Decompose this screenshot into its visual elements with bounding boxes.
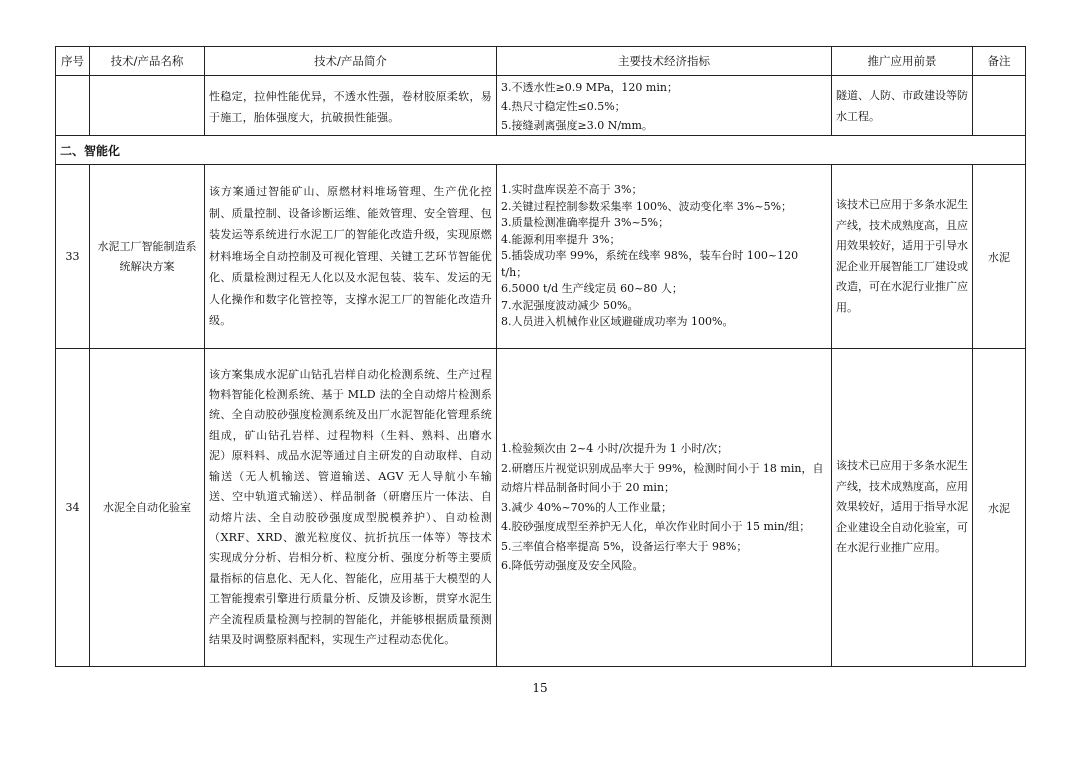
table-row [56,349,1026,667]
product-intro: 该方案通过智能矿山、原燃材料堆场管理、生产优化控制、质量控制、设备诊断运维、能效管理、安全管理、包装发运等系统进行水泥工厂的智能化改造升级，实现原燃材料堆场全自动控制及可视化管理、关键工艺环节智能优化、质量检测过程无人化以及水泥包装、装车、发运的无人化操作和数字化管控等，支撑水泥工厂的智能化改造升级。 [205,165,497,349]
section-title: 二、智能化 [56,136,1026,165]
header-intro: 技术/产品简介 [205,47,497,76]
indicator-item: 1.实时盘库误差不高于 3%； [501,183,643,197]
row-number: 33 [56,165,90,349]
header-prospects: 推广应用前景 [832,47,973,76]
indicator-item: 4.能源利用率提升 3%； [501,232,621,246]
indicator-item: 3.不透水性≥0.9 MPa，120 min； [501,81,678,94]
product-indicators [497,165,832,349]
indicator-item: 3.减少 40%~70%的人工作业量； [501,500,673,514]
table-row [56,165,1026,349]
indicator-item: 4.热尺寸稳定性≤0.5%； [501,100,626,113]
product-prospects: 该技术已应用于多条水泥生产线，技术成熟度高，应用效果较好，适用于指导水泥企业建设全自动化验室，可在水泥行业推广应用。 [832,349,973,667]
indicator-item: 2.研磨压片视觉识别成品率大于 99%，检测时间小于 18 min，自动熔片样品制备时间小于 20 min； [501,461,824,495]
cell-prospects: 隧道、人防、市政建设等防水工程。 [832,76,973,136]
indicator-item: 7.水泥强度波动减少 50%。 [501,298,639,312]
indicator-item: 5.三率值合格率提高 5%，设备运行率大于 98%； [501,539,748,553]
indicator-item: 4.胶砂强度成型至养护无人化，单次作业时间小于 15 min/组； [501,520,811,534]
indicator-item: 8.人员进入机械作业区域避碰成功率为 100%。 [501,315,734,329]
product-remark: 水泥 [973,165,1026,349]
indicator-item: 3.质量检测准确率提升 3%~5%； [501,216,670,230]
product-prospects: 该技术已应用于多条水泥生产线，技术成熟度高，且应用效果较好，适用于引导水泥企业开展智能工厂建设或改造，可在水泥行业推广应用。 [832,165,973,349]
indicator-item: 6.降低劳动强度及安全风险。 [501,559,644,573]
cell-indicators [497,76,832,136]
cell-remark-empty [973,76,1026,136]
product-name: 水泥全自动化验室 [90,349,205,667]
technology-table [55,46,1026,667]
product-indicators [497,349,832,667]
indicator-item: 5.接缝剥离强度≥3.0 N/mm。 [501,119,653,132]
product-remark: 水泥 [973,349,1026,667]
header-remark: 备注 [973,47,1026,76]
indicator-item: 6.5000 t/d 生产线定员 60~80 人； [501,282,683,296]
section-row [56,136,1026,165]
table-header-row [56,47,1026,76]
cell-no-empty [56,76,90,136]
header-indicators: 主要技术经济指标 [497,47,832,76]
cell-intro: 性稳定，拉伸性能优异，不透水性强，卷材胶原柔软，易于施工，胎体强度大，抗破损性能强。 [205,76,497,136]
indicator-item: 2.关键过程控制参数采集率 100%、波动变化率 3%~5%； [501,199,793,213]
product-intro: 该方案集成水泥矿山钻孔岩样自动化检测系统、生产过程物料智能化检测系统、基于 MLD 法的全自动熔片检测系统、全自动胶砂强度检测系统及出厂水泥智能化管理系统组成，矿山钻孔岩样、过程物料（生料、熟料、出磨水泥）原料料、成品水泥等通过自主研发的自动取样、自动输送（无人机输送、管道输送、AGV 无人导航小车输送、空中轨道式输送）、样品制备（研磨压片一体法、自动熔片法、全自动胶砂强度成型脱模养护）、自动检测（XRF、XRD、激光粒度仪、抗折抗压一体等）等技术实现成分分析、岩相分析、粒度分析、强度分析等主要质量指标的信息化、无人化、智能化，应用基于大模型的人工智能搜索引擎进行质量分析、反馈及诊断，贯穿水泥生产全流程质量检测与控制的智能化，并能够根据质量预测结果及时调整原料配料，实现生产过程动态优化。 [205,349,497,667]
row-number: 34 [56,349,90,667]
indicator-item: 1.检验频次由 2~4 小时/次提升为 1 小时/次； [501,442,729,456]
page-number: 15 [532,681,548,695]
header-name: 技术/产品名称 [90,47,205,76]
header-no: 序号 [56,47,90,76]
product-name: 水泥工厂智能制造系统解决方案 [90,165,205,349]
table-row-continued [56,76,1026,136]
cell-name-empty [90,76,205,136]
indicator-item: 5.插袋成功率 99%，系统在线率 98%，装车台时 100~120 t/h； [501,249,799,279]
